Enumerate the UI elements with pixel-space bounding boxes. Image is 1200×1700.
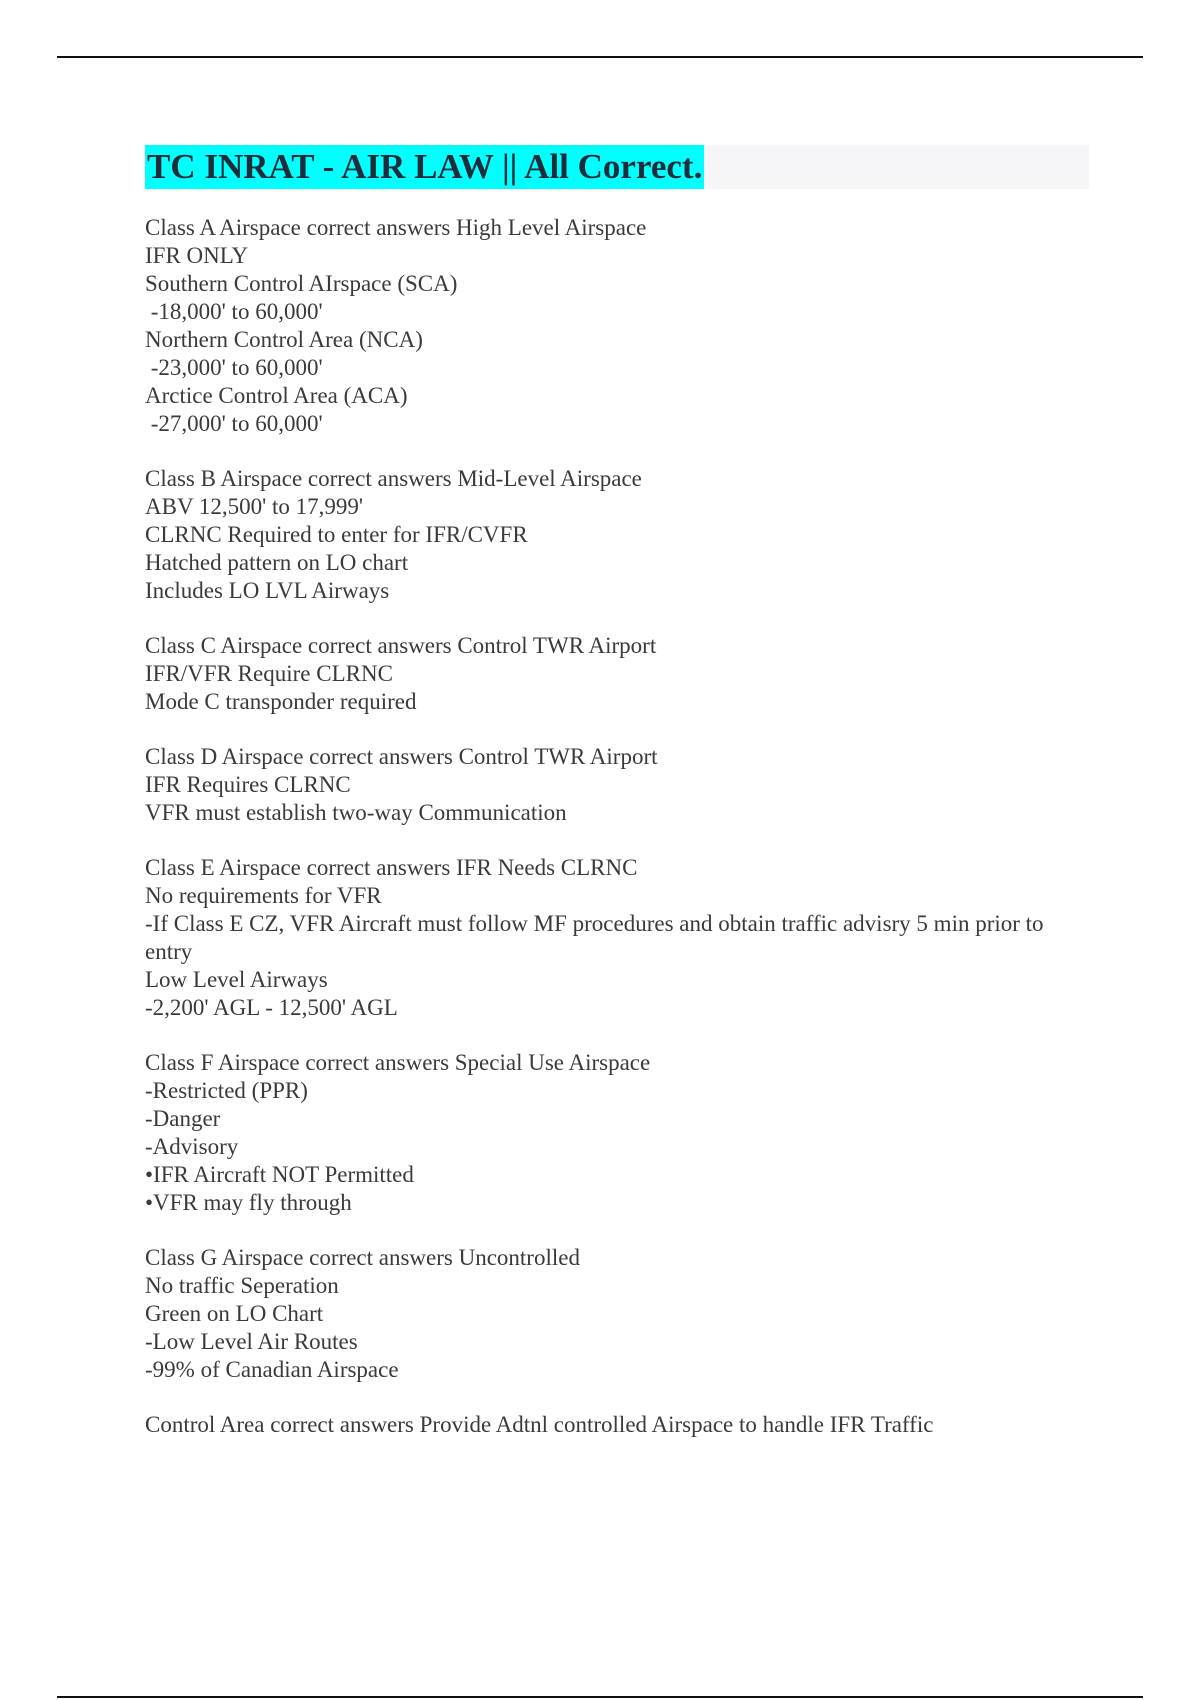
text-line: -Restricted (PPR) — [145, 1078, 308, 1103]
text-line: -Low Level Air Routes — [145, 1329, 358, 1354]
section-class-b — [145, 465, 1085, 605]
text-line: Green on LO Chart — [145, 1301, 324, 1326]
text-line: Hatched pattern on LO chart — [145, 550, 409, 575]
text-line: -27,000' to 60,000' — [145, 411, 323, 436]
section-class-c — [145, 632, 1085, 716]
text-line: Control Area correct answers Provide Adtnl controlled Airspace to handle IFR Traffic — [145, 1412, 934, 1437]
text-line: ABV 12,500' to 17,999' — [145, 494, 364, 519]
section-class-a — [145, 214, 1085, 438]
document-body — [145, 214, 1085, 1466]
section-class-d — [145, 743, 1085, 827]
text-line: Class A Airspace correct answers High Level Airspace — [145, 215, 647, 240]
section-control-area — [145, 1411, 1085, 1439]
text-line: No requirements for VFR — [145, 883, 382, 908]
text-line: -Advisory — [145, 1134, 239, 1159]
section-class-f — [145, 1049, 1085, 1217]
page-bottom-rule — [57, 1696, 1143, 1698]
text-line: Class B Airspace correct answers Mid-Level Airspace — [145, 466, 642, 491]
text-line: Southern Control AIrspace (SCA) — [145, 271, 458, 296]
section-class-g — [145, 1244, 1085, 1384]
text-line: No traffic Seperation — [145, 1273, 339, 1298]
text-line: -18,000' to 60,000' — [145, 299, 323, 324]
text-line: -If Class E CZ, VFR Aircraft must follow MF procedures and obtain traffic advisry 5 min prior to entry — [145, 911, 1050, 964]
text-line: VFR must establish two-way Communication — [145, 800, 567, 825]
text-line: CLRNC Required to enter for IFR/CVFR — [145, 522, 528, 547]
text-line: -99% of Canadian Airspace — [145, 1357, 399, 1382]
text-line: Northern Control Area (NCA) — [145, 327, 423, 352]
text-line: Arctice Control Area (ACA) — [145, 383, 408, 408]
text-line: Class F Airspace correct answers Special Use Airspace — [145, 1050, 651, 1075]
page-top-rule — [57, 56, 1143, 58]
text-line: IFR Requires CLRNC — [145, 772, 351, 797]
text-line: -Danger — [145, 1106, 221, 1131]
page-title: TC INRAT - AIR LAW || All Correct. — [145, 145, 704, 189]
text-line: -23,000' to 60,000' — [145, 355, 323, 380]
text-line: •IFR Aircraft NOT Permitted — [145, 1162, 414, 1187]
text-line: Includes LO LVL Airways — [145, 578, 390, 603]
text-line: -2,200' AGL - 12,500' AGL — [145, 995, 398, 1020]
text-line: Class G Airspace correct answers Uncontrolled — [145, 1245, 580, 1270]
text-line: Low Level Airways — [145, 967, 328, 992]
text-line: Mode C transponder required — [145, 689, 417, 714]
text-line: Class C Airspace correct answers Control TWR Airport — [145, 633, 657, 658]
text-line: IFR/VFR Require CLRNC — [145, 661, 393, 686]
text-line: Class D Airspace correct answers Control TWR Airport — [145, 744, 658, 769]
text-line: Class E Airspace correct answers IFR Needs CLRNC — [145, 855, 638, 880]
text-line: •VFR may fly through — [145, 1190, 352, 1215]
text-line: IFR ONLY — [145, 243, 249, 268]
section-class-e — [145, 854, 1085, 1022]
